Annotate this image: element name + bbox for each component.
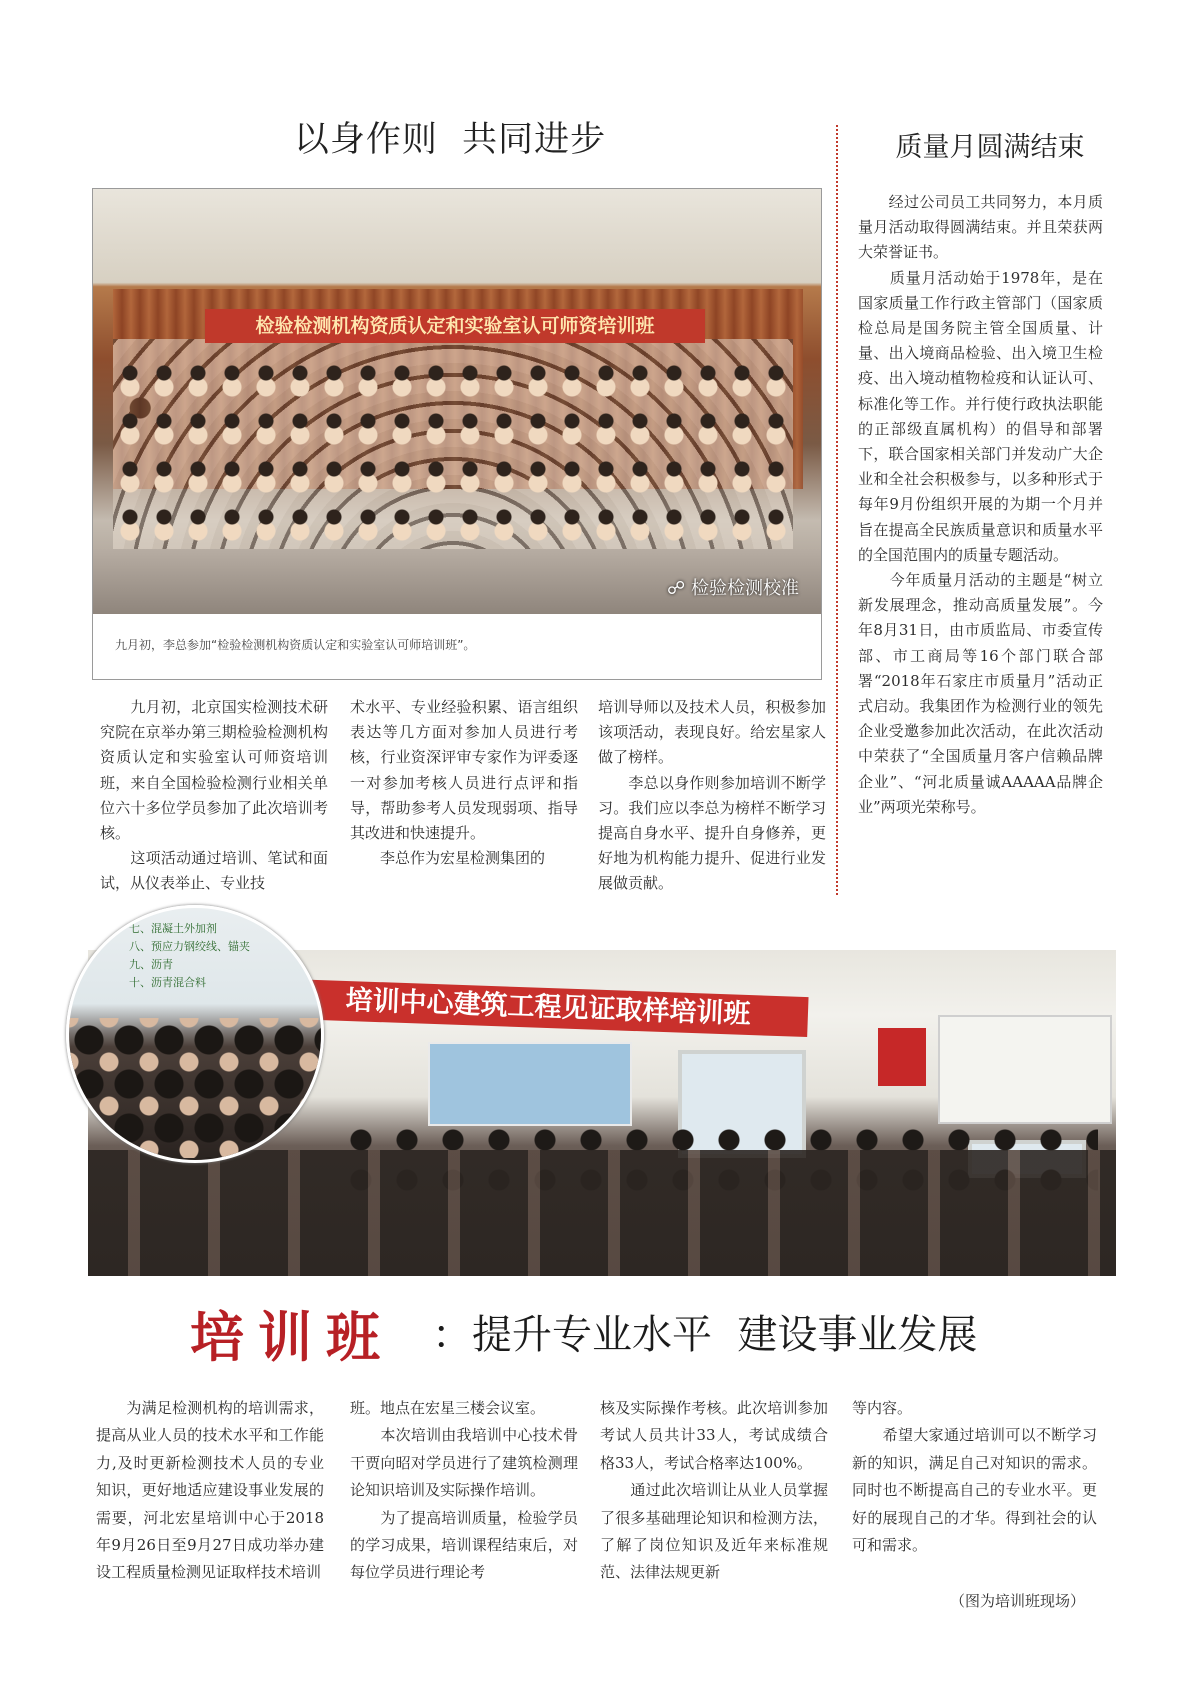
article-title-training-red: 培训班 — [190, 1305, 394, 1369]
inset-circle-photo — [66, 905, 324, 1163]
watermark-text: 检验检测校准 — [691, 578, 799, 599]
column-divider — [836, 125, 838, 895]
article3-column-1: 为满足检测机构的培训需求，提高从业人员的技术水平和工作能力,及时更新检测技术人员的专业知识，更好地适应建设事业发展的需要，河北宏星培训中心于2018年9月26日至9月27日成功举办建设工程质量检测见证取样技术培训 — [96, 1399, 324, 1582]
photo-desks — [88, 1150, 1116, 1276]
wechat-icon: ☍ — [667, 578, 686, 599]
training-banner-text: 培训中心建筑工程见证取样培训班 — [287, 979, 808, 1037]
photo-banner-text: 检验检测机构资质认定和实验室认可师资培训班 — [205, 309, 705, 343]
article3-column-4: 等内容。 希望大家通过培训可以不断学习新的知识，满足自己对知识的需求。同时也不断提高自己的专业水平。更好的展现自己的才华。得到社会的认可和需求。 — [852, 1399, 1097, 1555]
photo-people — [113, 349, 793, 559]
article3-column-2: 班。地点在宏星三楼会议室。 本次培训由我培训中心技术骨干贾向昭对学员进行了建筑检测理论知识培训及实际操作培训。 为了提高培训质量，检验学员的学习成果，培训课程结束后，对每位学员进行理论考 — [350, 1399, 578, 1582]
article3-column-3: 核及实际操作考核。此次培训参加考试人员共计33人，考试成绩合格33人，考试合格率达100%。 通过此次培训让从业人员掌握了很多基础理论知识和检测方法，了解了岗位知识及近年来标准规范、法律法规更新 — [600, 1399, 828, 1582]
article-title-lead-by-example: 以身作则 共同进步 — [293, 120, 607, 160]
photo-watermark — [667, 574, 799, 600]
article-title-training-rest: ：提升专业水平 建设事业发展 — [432, 1312, 978, 1358]
article2-body: 经过公司员工共同努力，本月质量月活动取得圆满结束。并且荣获两大荣誉证书。 质量月活动始于1978年，是在国家质量工作行政主管部门（国家质检总局是国务院主管全国质量、计量、出入境商品检验、出入境卫生检疫、出入境动植物检疫和认证认可、标准化等工作。并行使行政执法职能的正部级直属机构）的倡导和部署下，联合国家相关部门并发动广大企业和全社会积极参与，以多种形式于每年9月份组织开展的为期一个月并旨在提高全民族质量意识和质量水平的全国范围内的质量专题活动。 今年质量月活动的主题是“树立新发展理念，推动高质量发展”。今年8月31日，由市质监局、市委宣传部、市工商局等16个部门联合部署“2018年石家庄市质量月”活动正式启动。我集团作为检测行业的领先企业受邀参加此次活动，在此次活动中荣获了“全国质量月客户信赖品牌企业”、“河北质量诚AAAAA品牌企业”两项光荣称号。 — [858, 193, 1103, 816]
group-photo-frame — [92, 188, 822, 680]
article1-column-3: 培训导师以及技术人员，积极参加该项活动，表现良好。给宏星家人做了榜样。 李总以身作则参加培训不断学习。我们应以李总为榜样不断学习提高自身水平、提升自身修养，更好地为机构能力提升、促进行业发展做贡献。 — [598, 698, 826, 893]
training-photo-caption: （图为培训班现场） — [950, 1592, 1086, 1610]
inset-students — [69, 1018, 321, 1158]
group-photo — [93, 189, 821, 614]
photo-flag — [878, 1028, 926, 1086]
slide-text: 七、混凝土外加剂 八、预应力钢绞线、锚夹 九、沥青 十、沥青混合料 — [129, 922, 250, 989]
article-title-quality-month: 质量月圆满结束 — [895, 132, 1085, 163]
article1-column-2: 术水平、专业经验积累、语言组织表达等几方面对参加人员进行考核，行业资深评审专家作为评委逐一对参加考核人员进行点评和指导，帮助参考人员发现弱项、指导其改进和快速提升。 李总作为宏星检测集团的 — [350, 698, 578, 868]
photo-board — [428, 1042, 632, 1126]
article1-column-1: 九月初，北京国实检测技术研究院在京举办第三期检验检测机构资质认定和实验室认可师资培训班，来自全国检验检测行业相关单位六十多位学员参加了此次培训考核。 这项活动通过培训、笔试和面试，从仪表举止、专业技 — [100, 698, 328, 893]
photo-caption: 九月初，李总参加“检验检测机构资质认定和实验室认可师培训班”。 — [115, 638, 476, 652]
photo-poster — [938, 1015, 1112, 1124]
